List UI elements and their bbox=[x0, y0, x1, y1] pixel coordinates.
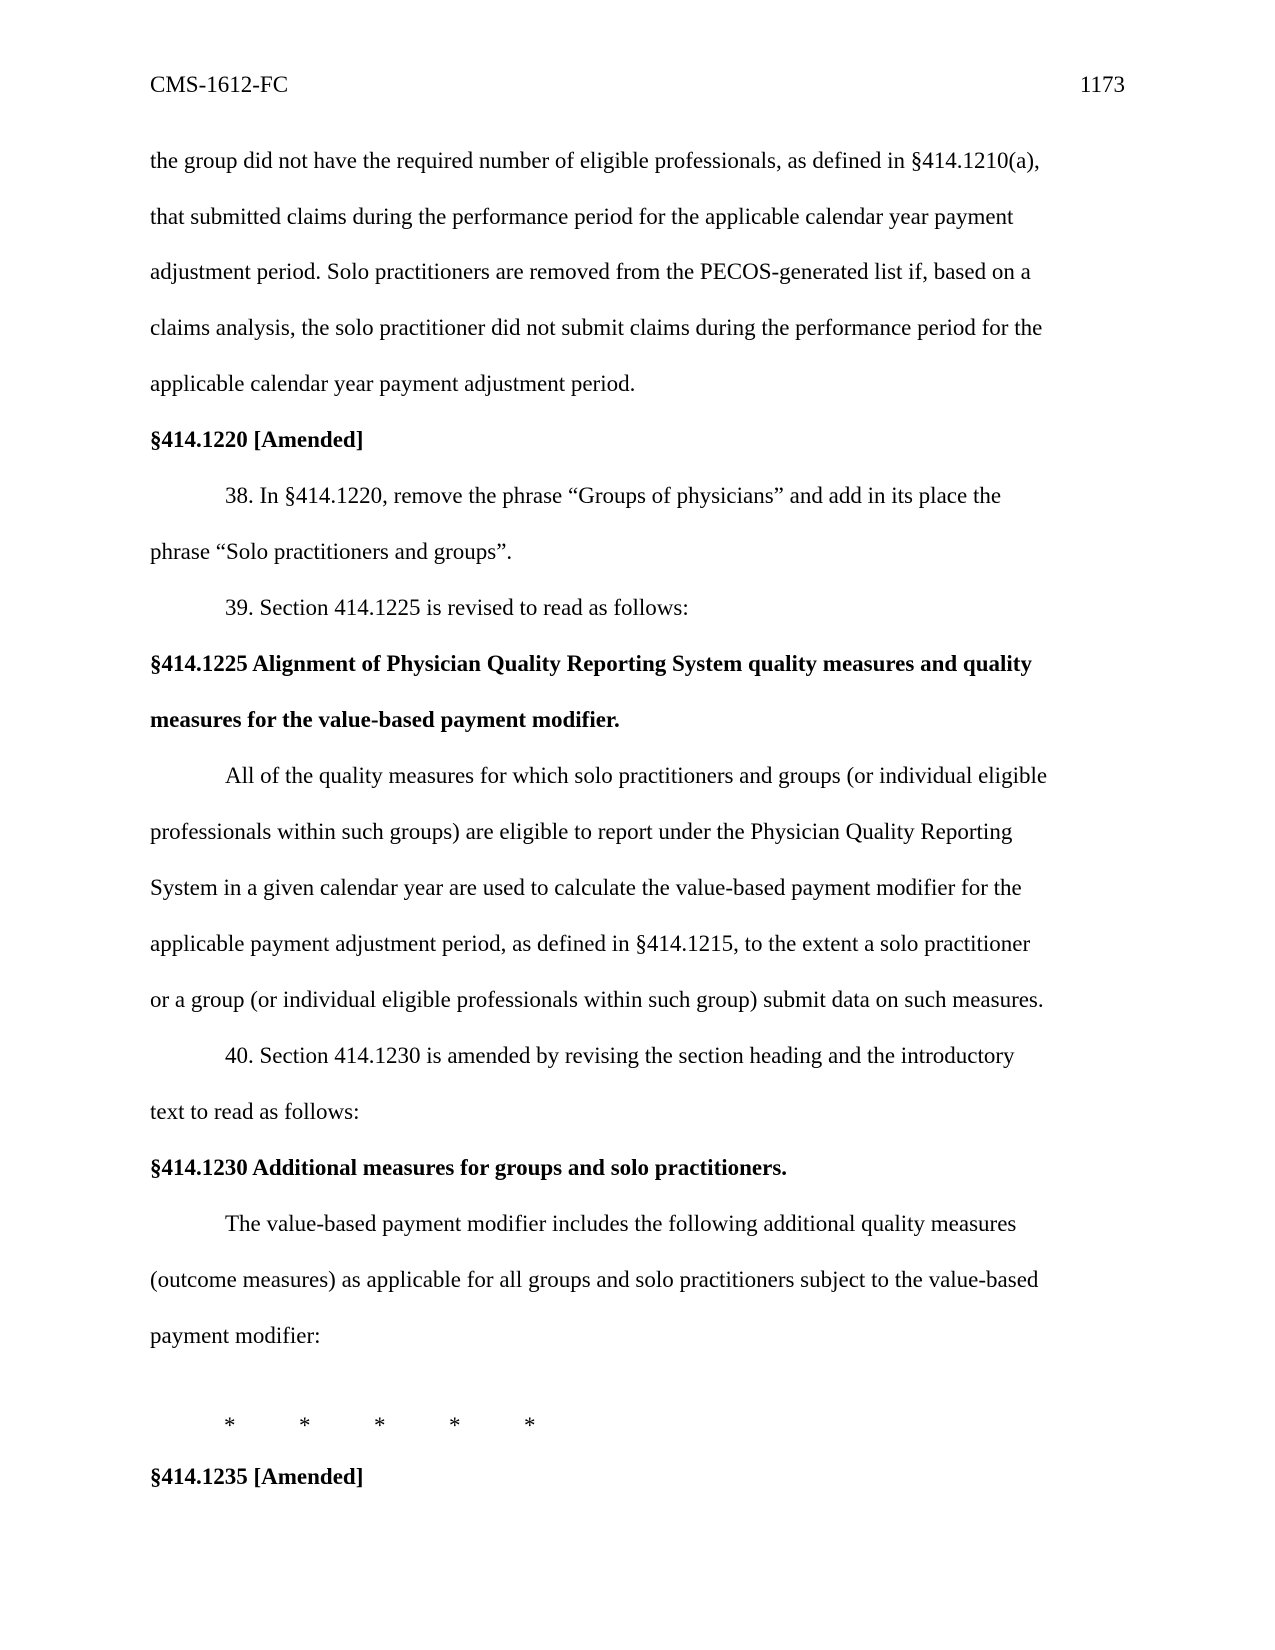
body-text-line: the group did not have the required number of eligible professionals, as defined in §414.1210(a), bbox=[150, 148, 1040, 173]
body-text-line: System in a given calendar year are used to calculate the value-based payment modifier for the bbox=[150, 875, 1022, 900]
asterisk: * bbox=[374, 1413, 386, 1438]
body-text-line: claims analysis, the solo practitioner did not submit claims during the performance period for the bbox=[150, 315, 1043, 340]
asterisk: * bbox=[449, 1413, 461, 1438]
asterisk: * bbox=[299, 1413, 311, 1438]
body-text-line: applicable calendar year payment adjustment period. bbox=[150, 371, 636, 396]
amendment-40-line: text to read as follows: bbox=[150, 1099, 360, 1124]
section-heading-1225: §414.1225 Alignment of Physician Quality Reporting System quality measures and quality bbox=[150, 651, 1032, 676]
body-text-line: payment modifier: bbox=[150, 1323, 321, 1348]
amendment-40-line: 40. Section 414.1230 is amended by revising the section heading and the introductory bbox=[225, 1043, 1015, 1068]
section-heading-1225: measures for the value-based payment modifier. bbox=[150, 707, 620, 732]
page-header bbox=[150, 72, 1125, 106]
body-text-line: that submitted claims during the performance period for the applicable calendar year payment bbox=[150, 204, 1014, 229]
body-text-line: (outcome measures) as applicable for all groups and solo practitioners subject to the value-based bbox=[150, 1267, 1039, 1292]
body-text-line: professionals within such groups) are eligible to report under the Physician Quality Reporting bbox=[150, 819, 1013, 844]
section-heading-1220: §414.1220 [Amended] bbox=[150, 427, 364, 452]
section-heading-1235: §414.1235 [Amended] bbox=[150, 1464, 364, 1489]
section-heading-1230: §414.1230 Additional measures for groups and solo practitioners. bbox=[150, 1155, 788, 1180]
body-text-line: The value-based payment modifier includes the following additional quality measures bbox=[225, 1211, 1017, 1236]
document-id: CMS-1612-FC bbox=[150, 72, 289, 97]
amendment-39-line: 39. Section 414.1225 is revised to read as follows: bbox=[225, 595, 689, 620]
body-text-line: applicable payment adjustment period, as defined in §414.1215, to the extent a solo practitioner bbox=[150, 931, 1031, 956]
omission-asterisks bbox=[224, 1411, 599, 1441]
page-number: 1173 bbox=[1079, 72, 1125, 97]
amendment-38-line: 38. In §414.1220, remove the phrase “Groups of physicians” and add in its place the bbox=[225, 483, 1002, 508]
asterisk: * bbox=[524, 1413, 536, 1438]
body-text-line: adjustment period. Solo practitioners are removed from the PECOS-generated list if, based on a bbox=[150, 259, 1031, 284]
body-text-line: All of the quality measures for which solo practitioners and groups (or individual eligible bbox=[225, 763, 1048, 788]
body-text-line: or a group (or individual eligible professionals within such group) submit data on such measures. bbox=[150, 987, 1044, 1012]
asterisk: * bbox=[224, 1413, 236, 1438]
amendment-38-line: phrase “Solo practitioners and groups”. bbox=[150, 539, 513, 564]
